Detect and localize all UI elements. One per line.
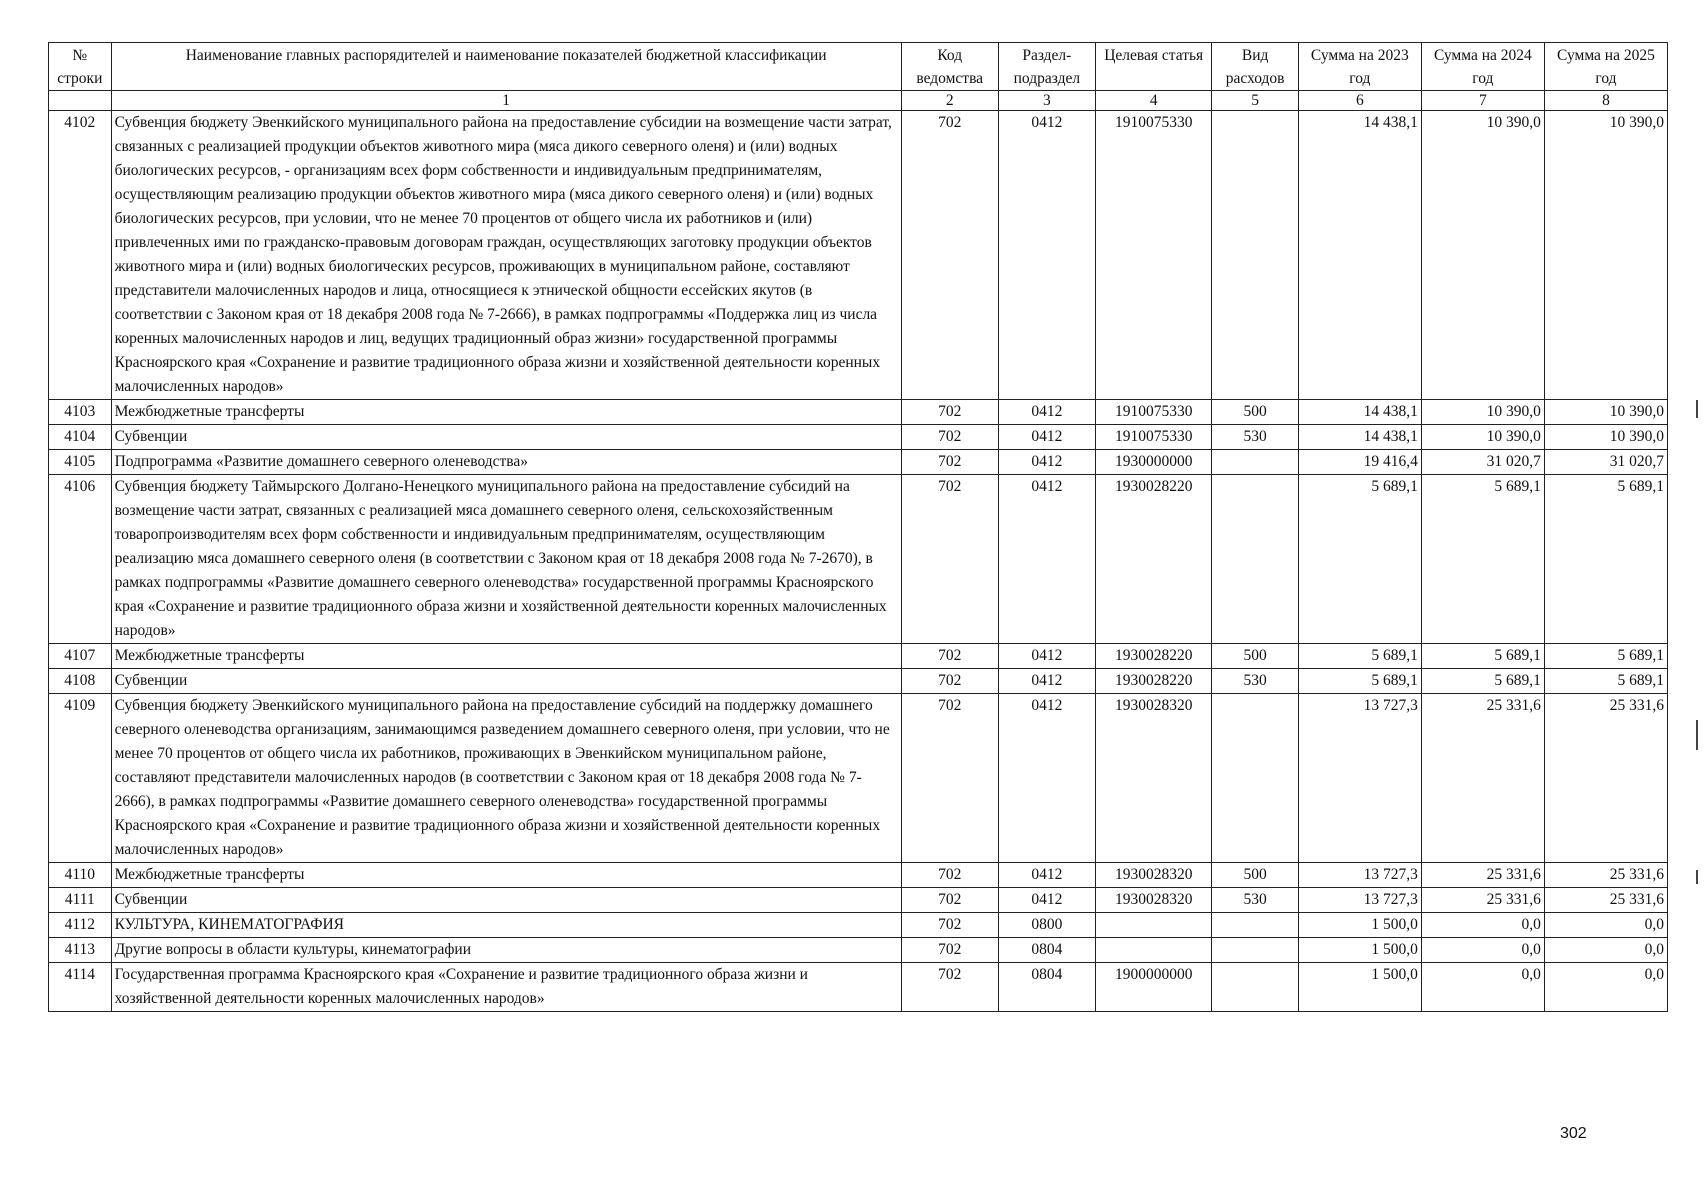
header-sum-2024: Сумма на 2024 год (1421, 43, 1544, 91)
row-sum-2025: 25 331,6 (1544, 888, 1667, 913)
column-index: 1 (111, 91, 901, 111)
header-dept: Код ведомства (901, 43, 998, 91)
row-sum-2023: 5 689,1 (1298, 475, 1421, 644)
row-section: 0412 (998, 475, 1095, 644)
column-index: 8 (1544, 91, 1667, 111)
row-sum-2023: 14 438,1 (1298, 111, 1421, 400)
header-sum-2023: Сумма на 2023 год (1298, 43, 1421, 91)
margin-mark (1696, 720, 1698, 750)
table-row (49, 863, 1668, 888)
row-sum-2025: 5 689,1 (1544, 644, 1667, 669)
header-kind: Вид расходов (1212, 43, 1298, 91)
row-number: 4112 (49, 913, 112, 938)
row-target: 1930028220 (1095, 475, 1212, 644)
row-section: 0412 (998, 450, 1095, 475)
row-target: 1930028320 (1095, 863, 1212, 888)
row-target: 1910075330 (1095, 111, 1212, 400)
row-dept-code: 702 (901, 913, 998, 938)
margin-mark (1696, 870, 1698, 884)
table-row (49, 888, 1668, 913)
row-number: 4113 (49, 938, 112, 963)
row-sum-2024: 25 331,6 (1421, 694, 1544, 863)
row-name: Государственная программа Красноярского края «Сохранение и развитие традиционного образа жизни и хозяйственной деятельности коренных малочисленных народов» (111, 963, 901, 1012)
row-section: 0412 (998, 644, 1095, 669)
row-sum-2025: 0,0 (1544, 913, 1667, 938)
table-row (49, 694, 1668, 863)
row-name: Подпрограмма «Развитие домашнего северного оленеводства» (111, 450, 901, 475)
row-expense-kind: 500 (1212, 644, 1298, 669)
column-index-row (49, 91, 1668, 111)
row-section: 0412 (998, 863, 1095, 888)
row-number: 4105 (49, 450, 112, 475)
row-sum-2025: 5 689,1 (1544, 669, 1667, 694)
row-target: 1930000000 (1095, 450, 1212, 475)
row-sum-2025: 10 390,0 (1544, 111, 1667, 400)
row-dept-code: 702 (901, 694, 998, 863)
row-target: 1930028320 (1095, 888, 1212, 913)
table-row (49, 963, 1668, 1012)
row-dept-code: 702 (901, 400, 998, 425)
row-target: 1930028220 (1095, 644, 1212, 669)
header-row (49, 43, 1668, 91)
row-sum-2023: 13 727,3 (1298, 888, 1421, 913)
row-section: 0412 (998, 694, 1095, 863)
row-section: 0804 (998, 938, 1095, 963)
row-sum-2024: 0,0 (1421, 938, 1544, 963)
row-sum-2023: 19 416,4 (1298, 450, 1421, 475)
row-section: 0412 (998, 400, 1095, 425)
row-dept-code: 702 (901, 111, 998, 400)
row-sum-2024: 5 689,1 (1421, 475, 1544, 644)
column-index: 5 (1212, 91, 1298, 111)
table-row (49, 400, 1668, 425)
row-target: 1900000000 (1095, 963, 1212, 1012)
row-number: 4109 (49, 694, 112, 863)
row-number: 4114 (49, 963, 112, 1012)
row-sum-2023: 14 438,1 (1298, 400, 1421, 425)
row-section: 0804 (998, 963, 1095, 1012)
row-dept-code: 702 (901, 863, 998, 888)
row-section: 0800 (998, 913, 1095, 938)
row-dept-code: 702 (901, 475, 998, 644)
row-target (1095, 913, 1212, 938)
budget-table (48, 42, 1668, 1012)
row-dept-code: 702 (901, 963, 998, 1012)
row-dept-code: 702 (901, 450, 998, 475)
row-dept-code: 702 (901, 938, 998, 963)
table-row (49, 938, 1668, 963)
row-number: 4102 (49, 111, 112, 400)
row-name: Межбюджетные трансферты (111, 863, 901, 888)
row-name: Межбюджетные трансферты (111, 400, 901, 425)
row-number: 4108 (49, 669, 112, 694)
column-index: 6 (1298, 91, 1421, 111)
row-sum-2025: 10 390,0 (1544, 425, 1667, 450)
column-index: 3 (998, 91, 1095, 111)
row-target: 1910075330 (1095, 400, 1212, 425)
row-section: 0412 (998, 888, 1095, 913)
row-target: 1910075330 (1095, 425, 1212, 450)
row-sum-2025: 0,0 (1544, 938, 1667, 963)
row-target: 1930028320 (1095, 694, 1212, 863)
row-sum-2024: 0,0 (1421, 963, 1544, 1012)
row-sum-2025: 25 331,6 (1544, 694, 1667, 863)
row-dept-code: 702 (901, 644, 998, 669)
row-section: 0412 (998, 669, 1095, 694)
header-name: Наименование главных распорядителей и наименование показателей бюджетной классификации (111, 43, 901, 91)
row-sum-2025: 31 020,7 (1544, 450, 1667, 475)
table-row (49, 450, 1668, 475)
row-sum-2024: 25 331,6 (1421, 888, 1544, 913)
row-sum-2023: 5 689,1 (1298, 669, 1421, 694)
row-sum-2023: 13 727,3 (1298, 694, 1421, 863)
table-row (49, 913, 1668, 938)
row-sum-2025: 0,0 (1544, 963, 1667, 1012)
column-index (49, 91, 112, 111)
row-name: Субвенции (111, 669, 901, 694)
table-row (49, 425, 1668, 450)
header-row-no: № строки (49, 43, 112, 91)
row-expense-kind (1212, 938, 1298, 963)
table-row (49, 669, 1668, 694)
column-index: 7 (1421, 91, 1544, 111)
margin-mark (1696, 400, 1698, 418)
row-target: 1930028220 (1095, 669, 1212, 694)
row-name: Другие вопросы в области культуры, кинематографии (111, 938, 901, 963)
row-name: Субвенция бюджету Таймырского Долгано-Ненецкого муниципального района на предоставление субсидий на возмещение части затрат, связанных с реализацией мяса домашнего северного оленя, сельскохозяйственным товаропроизводителям всех форм собственности и индивидуальным предпринимателям, осуществляющим реализацию мяса домашнего северного оленя (в соответствии с Законом края от 18 декабря 2008 года № 7-2670), в рамках подпрограммы «Развитие домашнего северного оленеводства» государственной программы Красноярского края «Сохранение и развитие традиционного образа жизни и хозяйственной деятельности коренных малочисленных народов» (111, 475, 901, 644)
row-expense-kind (1212, 913, 1298, 938)
row-number: 4106 (49, 475, 112, 644)
row-dept-code: 702 (901, 425, 998, 450)
row-sum-2023: 14 438,1 (1298, 425, 1421, 450)
table-row (49, 644, 1668, 669)
row-name: Субвенция бюджету Эвенкийского муниципального района на предоставление субсидии на возмещение части затрат, связанных с реализацией продукции объектов животного мира (мяса дикого северного оленя) и (или) водных биологических ресурсов, - организациям всех форм собственности и индивидуальным предпринимателям, осуществляющим реализацию продукции объектов животного мира (мяса дикого северного оленя) и (или) водных биологических ресурсов, при условии, что не менее 70 процентов от общего числа их работников и (или) привлеченных ими по гражданско-правовым договорам граждан, осуществляющих заготовку продукции объектов животного мира и (или) водных биологических ресурсов, проживающих в муниципальном районе, составляют представители малочисленных народов и лица, относящиеся к этнической общности ессейских якутов (в соответствии с Законом края от 18 декабря 2008 года № 7-2666), в рамках подпрограммы «Поддержка лиц из числа коренных малочисленных народов и лиц, ведущих традиционный образ жизни» государственной программы Красноярского края «Сохранение и развитие традиционного образа жизни и хозяйственной деятельности коренных малочисленных народов» (111, 111, 901, 400)
page-number: 302 (1560, 1125, 1587, 1142)
row-name: КУЛЬТУРА, КИНЕМАТОГРАФИЯ (111, 913, 901, 938)
row-dept-code: 702 (901, 669, 998, 694)
row-sum-2024: 25 331,6 (1421, 863, 1544, 888)
row-sum-2024: 31 020,7 (1421, 450, 1544, 475)
row-name: Субвенции (111, 888, 901, 913)
row-number: 4104 (49, 425, 112, 450)
row-expense-kind: 500 (1212, 863, 1298, 888)
header-target: Целевая статья (1095, 43, 1212, 91)
row-expense-kind (1212, 694, 1298, 863)
row-expense-kind (1212, 963, 1298, 1012)
row-section: 0412 (998, 111, 1095, 400)
row-number: 4107 (49, 644, 112, 669)
row-expense-kind (1212, 475, 1298, 644)
column-index: 2 (901, 91, 998, 111)
row-name: Субвенция бюджету Эвенкийского муниципального района на предоставление субсидий на поддержку домашнего северного оленеводства организациям, занимающимся разведением домашнего северного оленя, при условии, что не менее 70 процентов от общего числа их работников, проживающих в Эвенкийском муниципальном районе, составляют представители малочисленных народов (в соответствии с Законом края от 18 декабря 2008 года № 7-2666), в рамках подпрограммы «Развитие домашнего северного оленеводства» государственной программы Красноярского края «Сохранение и развитие традиционного образа жизни и хозяйственной деятельности коренных малочисленных народов» (111, 694, 901, 863)
row-sum-2023: 5 689,1 (1298, 644, 1421, 669)
row-expense-kind: 530 (1212, 669, 1298, 694)
row-sum-2025: 10 390,0 (1544, 400, 1667, 425)
row-number: 4103 (49, 400, 112, 425)
row-expense-kind: 500 (1212, 400, 1298, 425)
row-sum-2025: 25 331,6 (1544, 863, 1667, 888)
row-sum-2024: 10 390,0 (1421, 425, 1544, 450)
row-sum-2023: 1 500,0 (1298, 963, 1421, 1012)
row-sum-2023: 1 500,0 (1298, 938, 1421, 963)
row-number: 4110 (49, 863, 112, 888)
row-sum-2024: 0,0 (1421, 913, 1544, 938)
row-expense-kind (1212, 450, 1298, 475)
row-dept-code: 702 (901, 888, 998, 913)
row-sum-2024: 5 689,1 (1421, 669, 1544, 694)
row-expense-kind (1212, 111, 1298, 400)
row-sum-2023: 1 500,0 (1298, 913, 1421, 938)
column-index: 4 (1095, 91, 1212, 111)
table-row (49, 475, 1668, 644)
row-sum-2023: 13 727,3 (1298, 863, 1421, 888)
row-expense-kind: 530 (1212, 425, 1298, 450)
row-sum-2024: 5 689,1 (1421, 644, 1544, 669)
table-row (49, 111, 1668, 400)
row-expense-kind: 530 (1212, 888, 1298, 913)
header-section: Раздел-подраздел (998, 43, 1095, 91)
row-name: Межбюджетные трансферты (111, 644, 901, 669)
row-number: 4111 (49, 888, 112, 913)
header-sum-2025: Сумма на 2025 год (1544, 43, 1667, 91)
row-name: Субвенции (111, 425, 901, 450)
row-sum-2024: 10 390,0 (1421, 400, 1544, 425)
table-body (49, 111, 1668, 1012)
row-target (1095, 938, 1212, 963)
row-section: 0412 (998, 425, 1095, 450)
row-sum-2025: 5 689,1 (1544, 475, 1667, 644)
row-sum-2024: 10 390,0 (1421, 111, 1544, 400)
